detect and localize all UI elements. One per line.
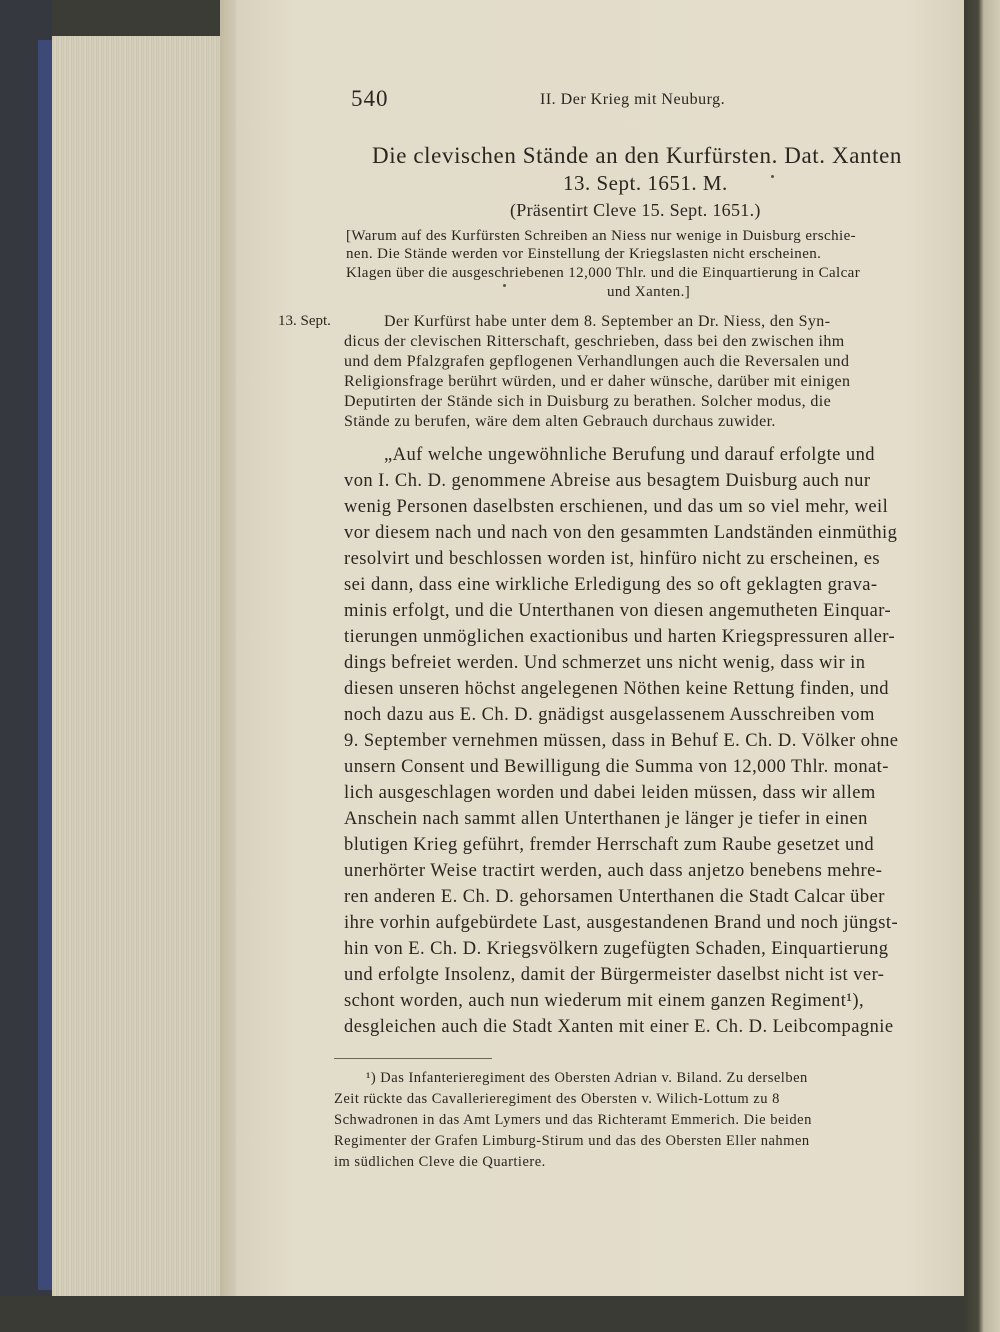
quote-line: hin von E. Ch. D. Kriegsvölkern zugefügten Schaden, Einquartierung xyxy=(344,939,889,959)
running-title: II. Der Krieg mit Neuburg. xyxy=(540,91,726,108)
quote-line: minis erfolgt, und die Unterthanen von diesen angemutheten Einquar- xyxy=(344,601,892,621)
quote-line: diesen unseren höchst angelegenen Nöthen keine Rettung finden, und xyxy=(344,679,889,699)
document-date: 13. Sept. 1651. M. xyxy=(563,171,728,195)
quote-line: unerhörter Weise tractirt werden, auch dass anjetzo benebens mehre- xyxy=(344,861,883,881)
paragraph-line: Stände zu berufen, wäre dem alten Gebrauch durchaus zuwider. xyxy=(344,413,776,430)
quote-line: resolvirt und beschlossen worden ist, hinfüro nicht zu erscheinen, es xyxy=(344,549,881,569)
quote-line: und erfolgte Insolenz, damit der Bürgermeister daselbst nicht ist ver- xyxy=(344,965,885,985)
footnote-line: Schwadronen in das Amt Lymers und das Richteramt Emmerich. Die beiden xyxy=(334,1112,812,1128)
summary-line: nen. Die Stände werden vor Einstellung der Kriegslasten nicht erscheinen. xyxy=(346,246,822,262)
paragraph-line: Religionsfrage berührt würden, und er daher wünsche, darüber mit einigen xyxy=(344,373,851,390)
footnote-line: Regimenter der Grafen Limburg-Stirum und das des Obersten Eller nahmen xyxy=(334,1133,810,1149)
margin-date: 13. Sept. xyxy=(278,313,331,329)
quote-line: dings befreiet werden. Und schmerzet uns nicht wenig, dass wir in xyxy=(344,653,866,673)
paragraph-line: Deputirten der Stände sich in Duisburg zu berathen. Solcher modus, die xyxy=(344,393,832,410)
quote-line: lich ausgeschlagen worden und dabei leiden müssen, dass wir allem xyxy=(344,783,876,803)
page-block-edges xyxy=(52,36,220,1296)
print-speck xyxy=(771,175,774,178)
footnote-line: Zeit rückte das Cavallerieregiment des Obersten v. Wilich-Lottum zu 8 xyxy=(334,1091,780,1107)
quote-line: unsern Consent und Bewilligung die Summa von 12,000 Thlr. monat- xyxy=(344,757,889,777)
document-heading: Die clevischen Stände an den Kurfürsten. Dat. Xanten xyxy=(372,143,903,168)
quote-line: Anschein nach sammt allen Unterthanen je länger je tiefer in einen xyxy=(344,809,868,829)
page-number: 540 xyxy=(351,86,389,111)
quote-line: 9. September vernehmen müssen, dass in Behuf E. Ch. D. Völker ohne xyxy=(344,731,899,751)
summary-line: und Xanten.] xyxy=(607,284,691,300)
quote-line: ren anderen E. Ch. D. gehorsamen Unterthanen die Stadt Calcar über xyxy=(344,887,885,907)
quote-line: desgleichen auch die Stadt Xanten mit einer E. Ch. D. Leibcompagnie xyxy=(344,1017,894,1037)
paragraph-line: Der Kurfürst habe unter dem 8. September an Dr. Niess, den Syn- xyxy=(384,313,831,330)
presentation-note: (Präsentirt Cleve 15. Sept. 1651.) xyxy=(510,200,761,220)
facing-page-edge xyxy=(964,0,1000,1332)
quote-line: sei dann, dass eine wirkliche Erledigung des so oft geklagten grava- xyxy=(344,575,878,595)
summary-line: [Warum auf des Kurfürsten Schreiben an Niess nur wenige in Duisburg erschie- xyxy=(346,228,857,244)
quote-line: noch dazu aus E. Ch. D. gnädigst ausgelassenem Ausschreiben vom xyxy=(344,705,875,725)
quote-line: vor diesem nach und nach von den gesammten Landständen einmüthig xyxy=(344,523,898,543)
scan-background xyxy=(0,1296,964,1332)
footnote-line: im südlichen Cleve die Quartiere. xyxy=(334,1154,546,1170)
print-speck xyxy=(503,284,506,287)
quote-line: tierungen unmöglichen exactionibus und harten Kriegspressuren aller- xyxy=(344,627,896,647)
quote-line: „Auf welche ungewöhnliche Berufung und darauf erfolgte und xyxy=(384,445,876,465)
quote-line: von I. Ch. D. genommene Abreise aus besagtem Duisburg auch nur xyxy=(344,471,871,491)
quote-line: wenig Personen daselbsten erschienen, und das um so viel mehr, weil xyxy=(344,497,889,517)
paragraph-line: dicus der clevischen Ritterschaft, geschrieben, dass bei den zwischen ihm xyxy=(344,333,845,350)
quote-line: ihre vorhin aufgebürdete Last, ausgestandenen Brand und noch jüngst- xyxy=(344,913,899,933)
paragraph-line: und dem Pfalzgrafen gepflogenen Verhandlungen auch die Reversalen und xyxy=(344,353,850,370)
footnote-line: ¹) Das Infanterieregiment des Obersten Adrian v. Biland. Zu derselben xyxy=(366,1070,808,1086)
quote-line: blutigen Krieg geführt, fremder Herrschaft zum Raube gesetzet und xyxy=(344,835,875,855)
summary-line: Klagen über die ausgeschriebenen 12,000 Thlr. und die Einquartierung in Calcar xyxy=(346,265,861,281)
quote-line: schont worden, auch nun wiederum mit einem ganzen Regiment¹), xyxy=(344,991,865,1011)
footnote-rule xyxy=(334,1058,492,1059)
